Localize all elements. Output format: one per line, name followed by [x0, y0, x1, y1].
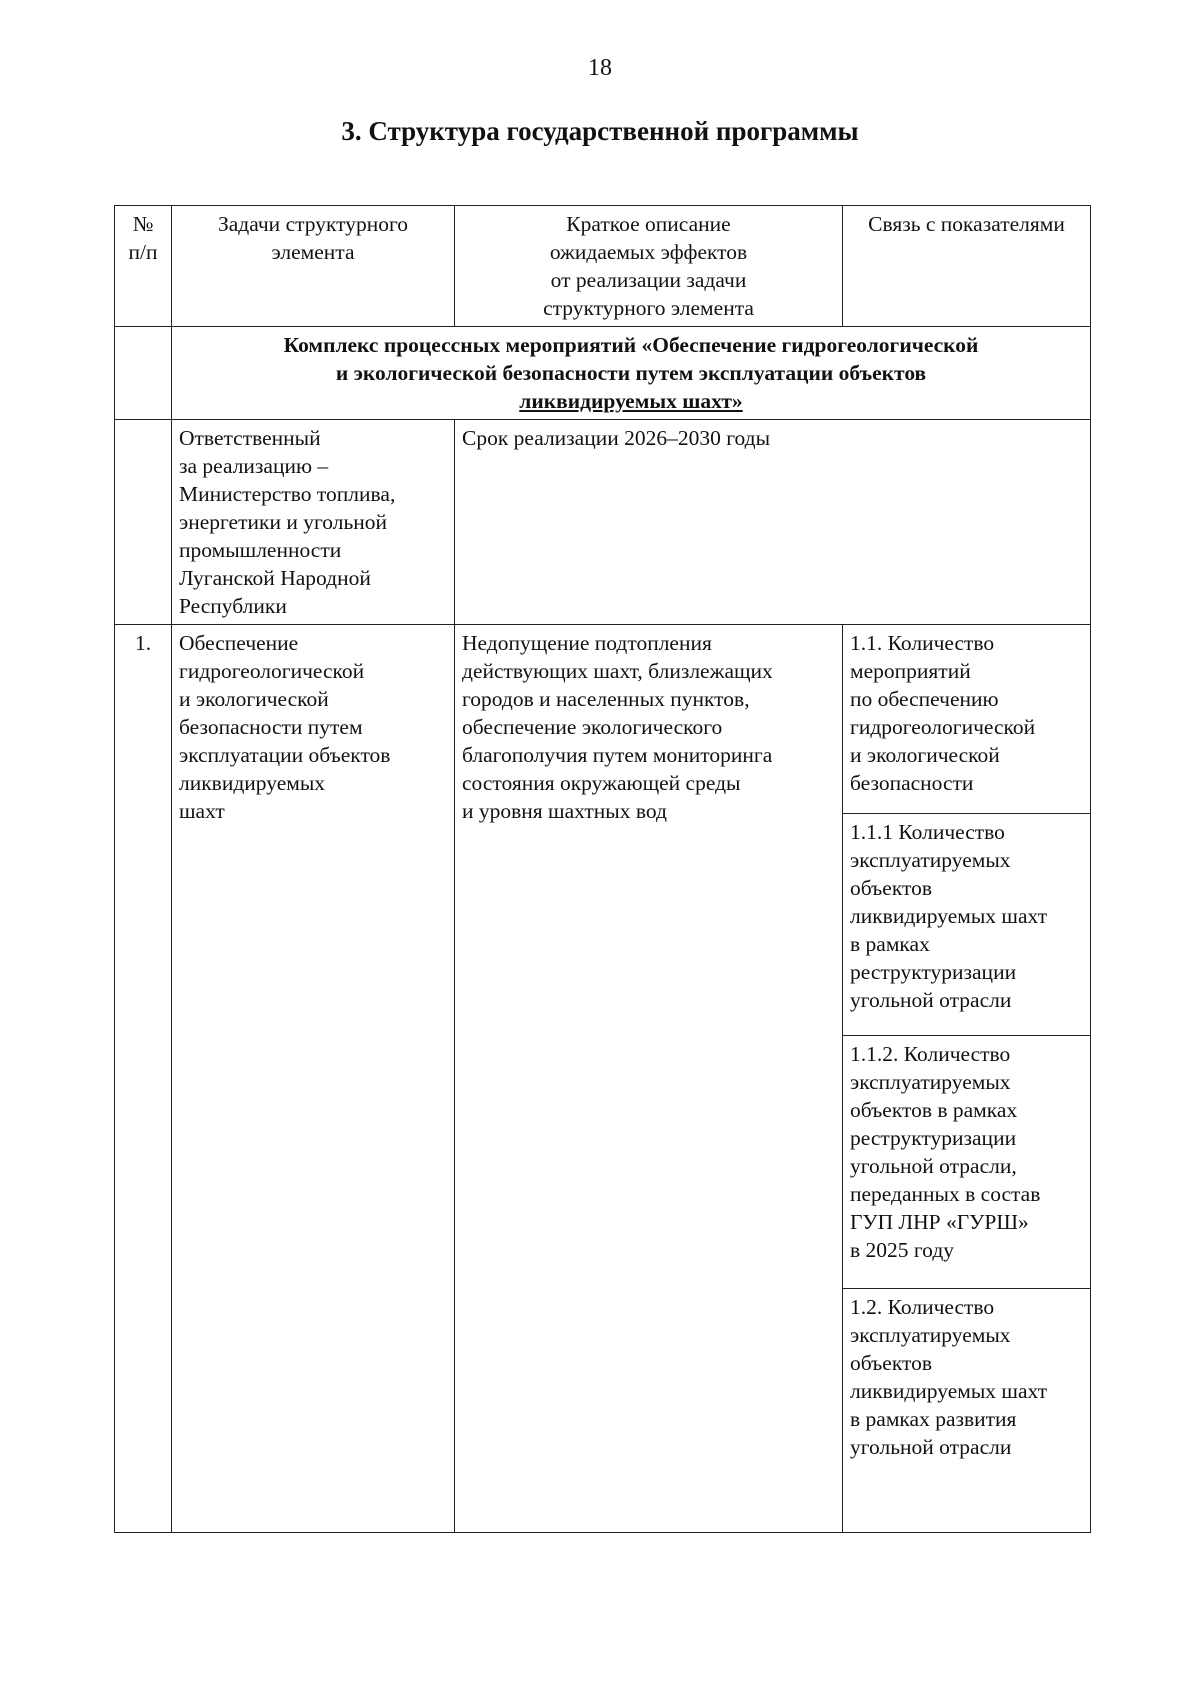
complex-title-line3: ликвидируемых шахт»: [519, 389, 743, 413]
header-effects: Краткое описание ожидаемых эффектов от реализации задачи структурного элемента: [455, 206, 843, 327]
indicator-1-1: 1.1. Количество мероприятий по обеспечению гидрогеологической и экологической безопасности: [843, 625, 1091, 814]
table-row: [115, 625, 1091, 814]
responsible-row: [115, 420, 1091, 625]
complex-title-num-cell: [115, 327, 172, 420]
page-number: 18: [588, 55, 612, 81]
responsible-num-cell: [115, 420, 172, 625]
header-task: Задачи структурного элемента: [172, 206, 455, 327]
complex-title-row: [115, 327, 1091, 420]
responsible-cell: Ответственный за реализацию – Министерство топлива, энергетики и угольной промышленности Луганской Народной Республики: [172, 420, 455, 625]
structure-table: [114, 205, 1091, 1533]
table-header-row: [115, 206, 1091, 327]
complex-title-cell: [172, 327, 1091, 420]
header-indicators: Связь с показателями: [843, 206, 1091, 327]
row-num: 1.: [115, 625, 172, 1533]
indicator-1-1-1: 1.1.1 Количество эксплуатируемых объектов ликвидируемых шахт в рамках реструктуризации угольной отрасли: [843, 814, 1091, 1036]
indicator-1-1-2: 1.1.2. Количество эксплуатируемых объектов в рамках реструктуризации угольной отрасли, переданных в состав ГУП ЛНР «ГУРШ» в 2025 году: [843, 1036, 1091, 1289]
row-effects: Недопущение подтопления действующих шахт, близлежащих городов и населенных пунктов, обеспечение экологического благополучия путем мониторинга состояния окружающей среды и уровня шахтных вод: [455, 625, 843, 1533]
page-title: 3. Структура государственной программы: [341, 116, 859, 146]
term-cell: Срок реализации 2026–2030 годы: [455, 420, 1091, 625]
indicator-1-2: 1.2. Количество эксплуатируемых объектов ликвидируемых шахт в рамках развития угольной отрасли: [843, 1289, 1091, 1533]
row-task: Обеспечение гидрогеологической и экологической безопасности путем эксплуатации объектов ликвидируемых шахт: [172, 625, 455, 1533]
header-num: № п/п: [115, 206, 172, 327]
complex-title-line1: Комплекс процессных мероприятий «Обеспечение гидрогеологической: [283, 333, 979, 357]
complex-title-line2: и экологической безопасности путем эксплуатации объектов: [335, 361, 927, 385]
